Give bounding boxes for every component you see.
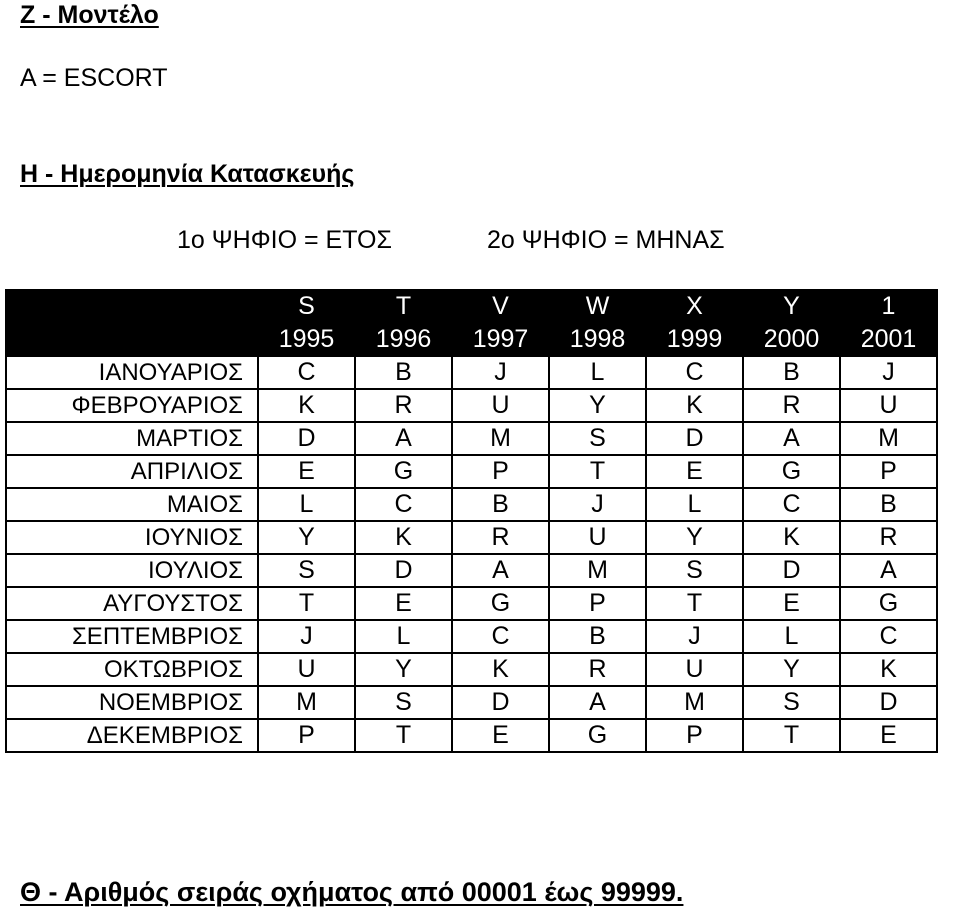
month-code-cell: R xyxy=(355,389,452,422)
table-row xyxy=(6,686,937,719)
month-cell: ΟΚΤΩΒΡΙΟΣ xyxy=(6,653,258,686)
year-code-row xyxy=(6,290,937,323)
month-code-cell: A xyxy=(743,422,840,455)
month-code-cell: J xyxy=(452,356,549,389)
month-code-cell: J xyxy=(840,356,937,389)
model-code-line: A = ESCORT xyxy=(20,64,168,92)
month-code-cell: S xyxy=(258,554,355,587)
month-code-cell: K xyxy=(743,521,840,554)
table-row xyxy=(6,620,937,653)
month-code-cell: K xyxy=(355,521,452,554)
table-row xyxy=(6,653,937,686)
digit2-label: 2ο ΨΗΦΙΟ = ΜΗΝΑΣ xyxy=(487,226,725,254)
month-code-cell: U xyxy=(258,653,355,686)
month-code-cell: B xyxy=(452,488,549,521)
month-code-cell: P xyxy=(646,719,743,752)
table-row xyxy=(6,356,937,389)
month-code-cell: P xyxy=(258,719,355,752)
month-code-cell: K xyxy=(452,653,549,686)
month-code-cell: Y xyxy=(355,653,452,686)
date-heading: Η - Ημερομηνία Κατασκευής xyxy=(20,160,355,188)
year-code-cell: W xyxy=(549,290,646,323)
month-code-cell: P xyxy=(840,455,937,488)
month-cell: ΔΕΚΕΜΒΡΙΟΣ xyxy=(6,719,258,752)
month-code-cell: S xyxy=(646,554,743,587)
month-code-cell: L xyxy=(549,356,646,389)
year-cell: 1996 xyxy=(355,323,452,356)
month-code-cell: G xyxy=(355,455,452,488)
month-cell: ΜΑΙΟΣ xyxy=(6,488,258,521)
month-code-cell: G xyxy=(452,587,549,620)
model-heading: Ζ - Μοντέλο xyxy=(20,1,159,29)
month-code-cell: C xyxy=(258,356,355,389)
month-code-cell: S xyxy=(355,686,452,719)
year-code-cell: 1 xyxy=(840,290,937,323)
month-code-cell: E xyxy=(452,719,549,752)
month-code-cell: M xyxy=(452,422,549,455)
month-code-cell: L xyxy=(355,620,452,653)
digit1-label: 1ο ΨΗΦΙΟ = ΕΤΟΣ xyxy=(177,226,392,254)
month-cell: ΝΟΕΜΒΡΙΟΣ xyxy=(6,686,258,719)
table-row xyxy=(6,719,937,752)
year-code-cell: T xyxy=(355,290,452,323)
year-cell: 2001 xyxy=(840,323,937,356)
table-row xyxy=(6,521,937,554)
year-row xyxy=(6,323,937,356)
month-code-cell: B xyxy=(549,620,646,653)
table-row xyxy=(6,455,937,488)
month-cell: ΑΠΡΙΛΙΟΣ xyxy=(6,455,258,488)
month-code-cell: B xyxy=(743,356,840,389)
month-code-cell: R xyxy=(840,521,937,554)
month-code-cell: D xyxy=(355,554,452,587)
month-code-cell: D xyxy=(258,422,355,455)
month-code-cell: S xyxy=(743,686,840,719)
month-code-cell: P xyxy=(452,455,549,488)
month-code-cell: E xyxy=(646,455,743,488)
month-cell: ΙΑΝΟΥΑΡΙΟΣ xyxy=(6,356,258,389)
month-code-cell: D xyxy=(646,422,743,455)
month-cell: ΦΕΒΡΟΥΑΡΙΟΣ xyxy=(6,389,258,422)
month-code-cell: A xyxy=(840,554,937,587)
month-code-cell: P xyxy=(549,587,646,620)
month-code-cell: D xyxy=(452,686,549,719)
month-code-cell: Y xyxy=(743,653,840,686)
month-code-cell: M xyxy=(258,686,355,719)
table-row xyxy=(6,587,937,620)
month-code-cell: M xyxy=(840,422,937,455)
month-code-cell: T xyxy=(549,455,646,488)
serial-heading: Θ - Αριθμός σειράς οχήματος από 00001 έως 99999. xyxy=(20,877,684,907)
month-cell: ΜΑΡΤΙΟΣ xyxy=(6,422,258,455)
month-code-cell: T xyxy=(355,719,452,752)
month-code-cell: Y xyxy=(646,521,743,554)
month-code-cell: T xyxy=(646,587,743,620)
month-code-cell: E xyxy=(258,455,355,488)
month-code-cell: G xyxy=(743,455,840,488)
table-row xyxy=(6,554,937,587)
month-code-cell: J xyxy=(549,488,646,521)
year-code-cell: X xyxy=(646,290,743,323)
month-code-cell: L xyxy=(258,488,355,521)
month-code-cell: A xyxy=(355,422,452,455)
year-cell: 1999 xyxy=(646,323,743,356)
month-code-cell: U xyxy=(840,389,937,422)
corner-cell xyxy=(6,290,258,323)
corner-cell xyxy=(6,323,258,356)
month-cell: ΣΕΠΤΕΜΒΡΙΟΣ xyxy=(6,620,258,653)
month-code-cell: G xyxy=(549,719,646,752)
table-row xyxy=(6,422,937,455)
month-code-cell: D xyxy=(743,554,840,587)
month-code-cell: J xyxy=(646,620,743,653)
month-code-cell: K xyxy=(646,389,743,422)
month-code-cell: T xyxy=(743,719,840,752)
month-cell: ΙΟΥΝΙΟΣ xyxy=(6,521,258,554)
table-row xyxy=(6,389,937,422)
year-cell: 1997 xyxy=(452,323,549,356)
month-code-cell: B xyxy=(840,488,937,521)
month-code-cell: U xyxy=(549,521,646,554)
month-code-cell: J xyxy=(258,620,355,653)
year-code-cell: S xyxy=(258,290,355,323)
month-code-cell: U xyxy=(452,389,549,422)
year-code-cell: V xyxy=(452,290,549,323)
month-cell: ΑΥΓΟΥΣΤΟΣ xyxy=(6,587,258,620)
month-code-cell: E xyxy=(355,587,452,620)
month-code-cell: A xyxy=(549,686,646,719)
year-cell: 1995 xyxy=(258,323,355,356)
month-code-cell: B xyxy=(355,356,452,389)
month-code-cell: E xyxy=(743,587,840,620)
month-code-cell: Y xyxy=(258,521,355,554)
month-code-cell: U xyxy=(646,653,743,686)
year-code-cell: Y xyxy=(743,290,840,323)
month-code-cell: M xyxy=(549,554,646,587)
year-cell: 1998 xyxy=(549,323,646,356)
month-code-cell: C xyxy=(452,620,549,653)
month-code-cell: M xyxy=(646,686,743,719)
month-code-cell: G xyxy=(840,587,937,620)
date-code-table xyxy=(5,289,938,753)
month-code-cell: C xyxy=(355,488,452,521)
month-code-cell: C xyxy=(840,620,937,653)
table-row xyxy=(6,488,937,521)
month-cell: ΙΟΥΛΙΟΣ xyxy=(6,554,258,587)
month-code-cell: L xyxy=(743,620,840,653)
month-code-cell: S xyxy=(549,422,646,455)
year-cell: 2000 xyxy=(743,323,840,356)
month-code-cell: Y xyxy=(549,389,646,422)
month-code-cell: R xyxy=(743,389,840,422)
month-code-cell: A xyxy=(452,554,549,587)
month-code-cell: D xyxy=(840,686,937,719)
month-code-cell: E xyxy=(840,719,937,752)
month-code-cell: L xyxy=(646,488,743,521)
month-code-cell: K xyxy=(258,389,355,422)
month-code-cell: R xyxy=(452,521,549,554)
month-code-cell: T xyxy=(258,587,355,620)
month-code-cell: K xyxy=(840,653,937,686)
month-code-cell: R xyxy=(549,653,646,686)
month-code-cell: C xyxy=(743,488,840,521)
month-code-cell: C xyxy=(646,356,743,389)
